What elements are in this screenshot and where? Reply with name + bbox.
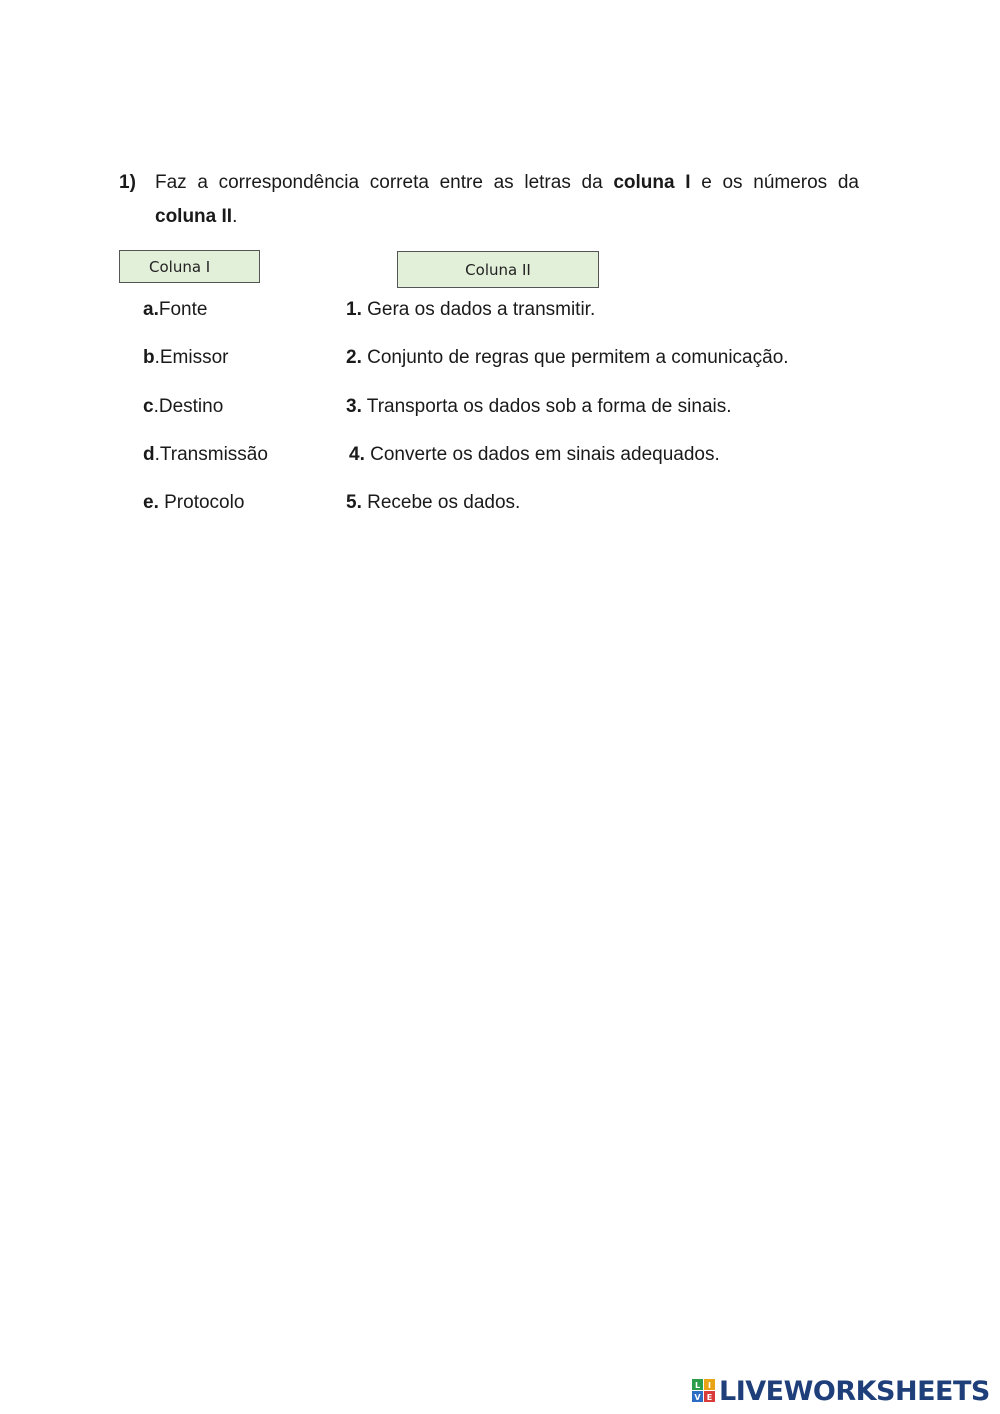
logo-text: LIVEWORKSHEETS bbox=[719, 1375, 990, 1407]
question-text-line2: coluna II. bbox=[155, 206, 238, 227]
svg-text:V: V bbox=[694, 1393, 701, 1402]
svg-text:E: E bbox=[706, 1393, 713, 1402]
svg-text:L: L bbox=[694, 1381, 701, 1390]
question-text-line1: Faz a correspondência correta entre as letras da coluna I e os números da bbox=[155, 172, 859, 193]
live-squares-icon bbox=[692, 1377, 716, 1405]
question-1 bbox=[119, 166, 859, 234]
column1-item-b: b.Emissor bbox=[143, 347, 229, 368]
column2-item-3: 3. Transporta os dados sob a forma de sinais. bbox=[346, 396, 732, 417]
column1-item-d: d.Transmissão bbox=[143, 444, 268, 465]
column2-item-1: 1. Gera os dados a transmitir. bbox=[346, 299, 596, 320]
bold-coluna-ii: coluna II bbox=[155, 206, 233, 227]
question-number: 1) bbox=[119, 172, 136, 193]
column1-item-a: a.Fonte bbox=[143, 299, 208, 320]
column1-item-e: e. Protocolo bbox=[143, 492, 245, 513]
column2-item-5: 5. Recebe os dados. bbox=[346, 492, 521, 513]
coluna-ii-header: Coluna II bbox=[397, 251, 599, 288]
column2-item-2: 2. Conjunto de regras que permitem a comunicação. bbox=[346, 347, 789, 368]
svg-text:I: I bbox=[708, 1381, 711, 1390]
liveworksheets-logo bbox=[692, 1376, 990, 1406]
coluna-i-header: Coluna I bbox=[119, 250, 260, 283]
column2-item-4: 4. Converte os dados em sinais adequados. bbox=[349, 444, 720, 465]
bold-coluna-i: coluna I bbox=[613, 172, 691, 193]
column1-item-c: c.Destino bbox=[143, 396, 224, 417]
